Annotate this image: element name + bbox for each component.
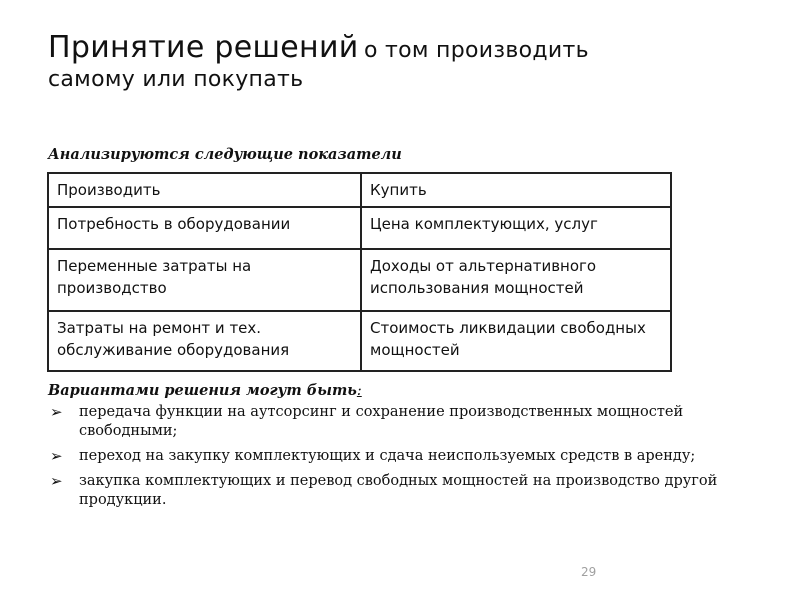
list-item-text: переход на закупку комплектующих и сдача неиспользуемых средств в аренду;: [79, 448, 696, 464]
table-cell: Переменные затраты на производство: [48, 249, 361, 311]
table-cell: Затраты на ремонт и тех. обслуживание оборудования: [48, 311, 361, 371]
table-cell: Цена комплектующих, услуг: [361, 207, 671, 249]
list-item-text: закупка комплектующих и перевод свободных мощностей на производство другой продукции.: [79, 473, 718, 508]
table-caption: Анализируются следующие показатели: [48, 146, 402, 163]
options-list: [48, 403, 758, 516]
table-cell: Потребность в оборудовании: [48, 207, 361, 249]
variants-heading-text: Вариантами решения могут быть: [48, 382, 357, 399]
header-buy: Купить: [361, 173, 671, 207]
arrowhead-check-icon: ➢: [50, 472, 63, 490]
comparison-table: [47, 172, 672, 372]
list-item: [48, 403, 758, 441]
table-header-row: [48, 173, 671, 207]
page-number: 29: [581, 565, 597, 579]
arrowhead-check-icon: ➢: [50, 447, 63, 465]
title-main: Принятие решений: [48, 30, 359, 65]
table-row: [48, 311, 671, 371]
list-item-text: передача функции на аутсорсинг и сохранение производственных мощностей свободными;: [79, 404, 684, 439]
table-cell: Доходы от альтернативного использования мощностей: [361, 249, 671, 311]
header-produce: Производить: [48, 173, 361, 207]
table-row: [48, 207, 671, 249]
title-line2: самому или покупать: [48, 67, 304, 92]
variants-heading-colon: :: [356, 383, 362, 399]
title-rest: о том производить: [363, 38, 589, 63]
list-item: [48, 472, 758, 510]
table-cell: Стоимость ликвидации свободных мощностей: [361, 311, 671, 371]
list-item: [48, 447, 758, 466]
table-row: [48, 249, 671, 311]
variants-heading: [48, 382, 362, 399]
arrowhead-check-icon: ➢: [50, 403, 63, 421]
slide-title: [48, 30, 768, 92]
